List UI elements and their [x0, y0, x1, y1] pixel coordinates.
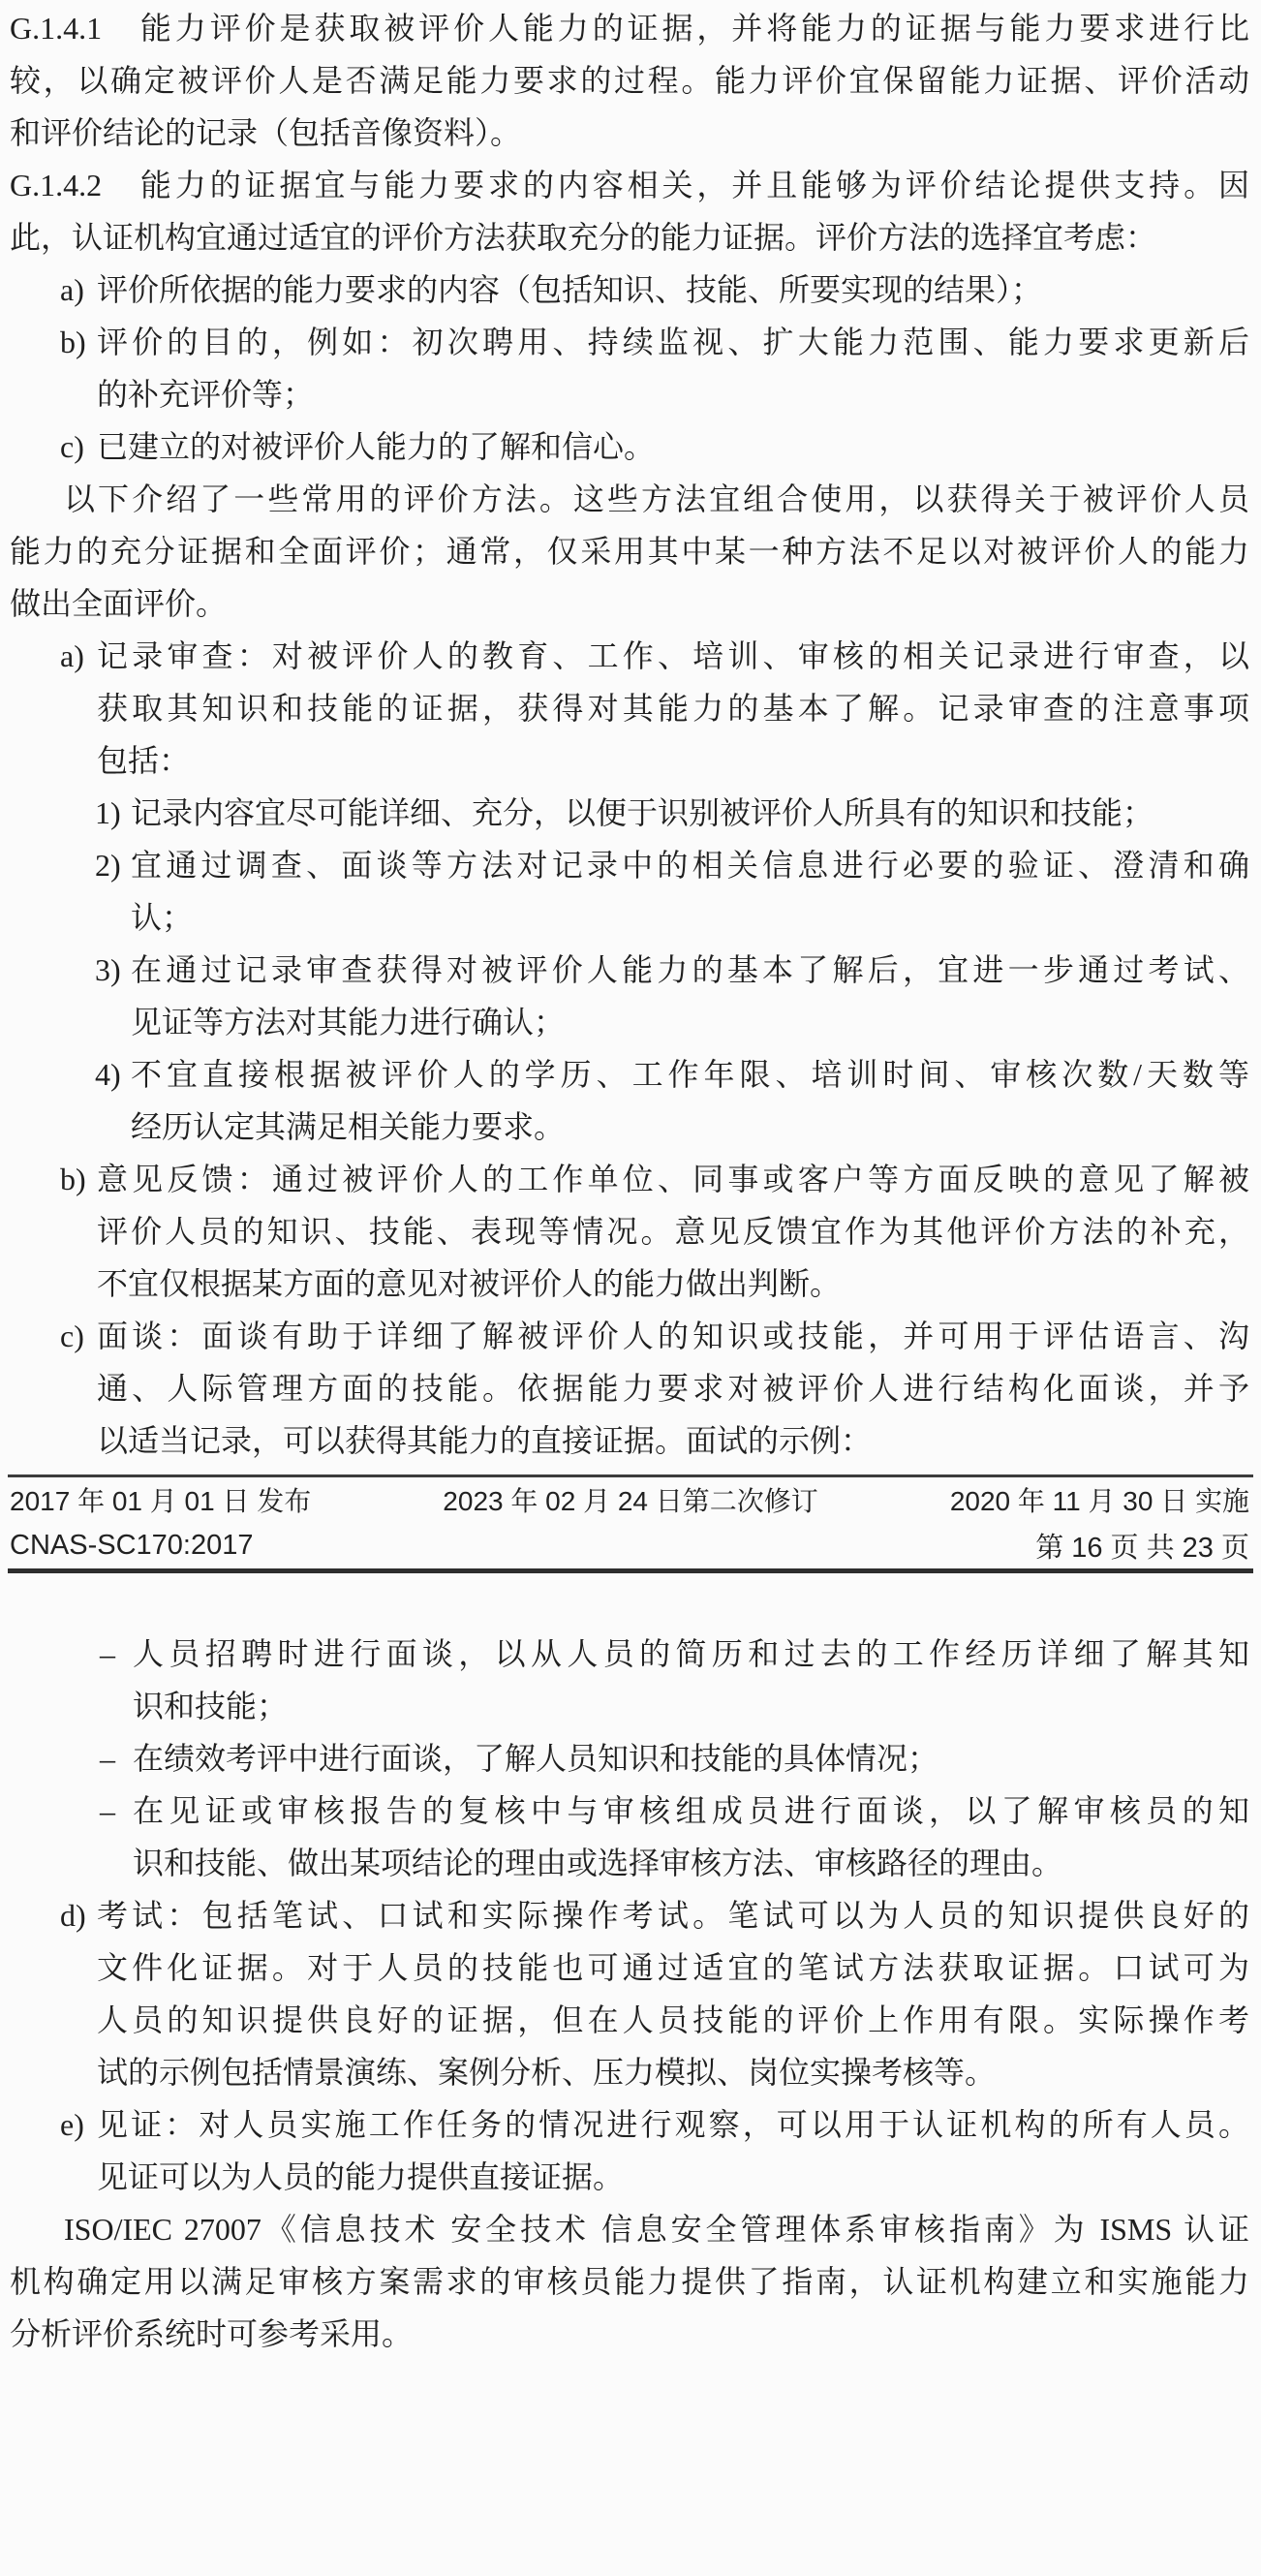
list-item	[10, 1732, 1249, 1785]
list-item	[10, 1889, 1249, 2098]
text-line: 能力的充分证据和全面评价；通常，仅采用其中某一种方法不足以对被评价人的能力	[10, 534, 1249, 569]
text-line: 经历认定其满足相关能力要求。	[131, 1109, 566, 1144]
text-line: ISO/IEC 27007《信息技术 安全技术 信息安全管理体系审核指南》为 ISMS 认证	[64, 2212, 1249, 2247]
list-item	[10, 1785, 1249, 1889]
paragraph	[10, 473, 1249, 630]
list-marker: b)	[60, 1162, 86, 1196]
text-line: 认；	[131, 900, 194, 935]
list-marker: –	[100, 1636, 115, 1671]
text-line: 识和技能、做出某项结论的理由或选择审核方法、审核路径的理由。	[133, 1846, 1063, 1880]
implement-date: 2020 年 11 月 30 日 实施	[949, 1486, 1249, 1516]
text-line: 考试：包括笔试、口试和实际操作考试。笔试可以为人员的知识提供良好的	[97, 1898, 1249, 1933]
text-line: 机构确定用以满足审核方案需求的审核员能力提供了指南，认证机构建立和实施能力	[10, 2264, 1249, 2299]
text-line: 分析评价系统时可参考采用。	[10, 2316, 414, 2351]
text-line: 识和技能；	[133, 1689, 289, 1723]
paragraph	[10, 159, 1249, 264]
text-line: 记录内容宜尽可能详细、充分，以便于识别被评价人所具有的知识和技能；	[131, 795, 1154, 830]
list-marker: a)	[60, 638, 84, 673]
list-item	[10, 2098, 1249, 2203]
text-line: 此，认证机构宜通过适宜的评价方法获取充分的能力证据。评价方法的选择宜考虑：	[10, 220, 1157, 255]
text-line: 文件化证据。对于人员的技能也可通过适宜的笔试方法获取证据。口试可为	[97, 1950, 1249, 1985]
text-line: 以适当记录，可以获得其能力的直接证据。面试的示例：	[97, 1423, 873, 1458]
text-line: 在见证或审核报告的复核中与审核组成员进行面谈，以了解审核员的知	[133, 1793, 1249, 1828]
text-line: 评价所依据的能力要求的内容（包括知识、技能、所要实现的结果）；	[97, 272, 1043, 307]
page-number: 第 16 页 共 23 页	[1035, 1532, 1249, 1564]
text-line: 和评价结论的记录（包括音像资料）。	[10, 115, 522, 150]
list-marker: –	[100, 1741, 115, 1776]
text-line: 见证等方法对其能力进行确认；	[131, 1005, 566, 1040]
list-marker: 1)	[95, 795, 121, 830]
text-line: 在绩效考评中进行面谈，了解人员知识和技能的具体情况；	[133, 1741, 939, 1776]
list-marker: 2)	[95, 848, 121, 883]
list-marker: 4)	[95, 1057, 121, 1092]
text-line: 已建立的对被评价人能力的了解和信心。	[97, 429, 656, 464]
list-marker: d)	[60, 1898, 86, 1933]
text-line: 人员招聘时进行面谈，以从人员的简历和过去的工作经历详细了解其知	[133, 1636, 1249, 1671]
text-line: 不宜直接根据被评价人的学历、工作年限、培训时间、审核次数/天数等	[131, 1057, 1249, 1092]
text-line: 在通过记录审查获得对被评价人能力的基本了解后，宜进一步通过考试、	[131, 952, 1249, 987]
list-marker: c)	[60, 1319, 84, 1353]
text-line: 记录审查：对被评价人的教育、工作、培训、审核的相关记录进行审查，以	[97, 638, 1249, 673]
text-line: 意见反馈：通过被评价人的工作单位、同事或客户等方面反映的意见了解被	[97, 1162, 1249, 1196]
text-line: G.1.4.2 能力的证据宜与能力要求的内容相关，并且能够为评价结论提供支持。因	[10, 168, 1249, 202]
list-marker: b)	[60, 325, 86, 359]
paragraph	[10, 2203, 1249, 2360]
list-item	[10, 1153, 1249, 1310]
list-item	[10, 630, 1249, 787]
text-line: 见证可以为人员的能力提供直接证据。	[97, 2159, 625, 2194]
text-line: 评价人员的知识、技能、表现等情况。意见反馈宜作为其他评价方法的补充，	[97, 1214, 1249, 1249]
text-line: 较，以确定被评价人是否满足能力要求的过程。能力评价宜保留能力证据、评价活动	[10, 63, 1249, 98]
text-line: 宜通过调查、面谈等方法对记录中的相关信息进行必要的验证、澄清和确	[131, 848, 1249, 883]
text-line: 包括：	[97, 743, 191, 778]
text-line: 做出全面评价。	[10, 586, 228, 621]
text-line: 的补充评价等；	[97, 377, 315, 412]
list-marker: c)	[60, 429, 84, 464]
list-item	[10, 839, 1249, 944]
text-line: 评价的目的，例如：初次聘用、持续监视、扩大能力范围、能力要求更新后	[97, 325, 1249, 359]
text-line: 面谈：面谈有助于详细了解被评价人的知识或技能，并可用于评估语言、沟	[97, 1319, 1249, 1353]
list-item	[10, 1310, 1249, 1467]
document-code: CNAS-SC170:2017	[10, 1529, 254, 1561]
list-marker: –	[100, 1793, 115, 1828]
page2-body	[0, 1573, 1261, 2360]
issue-date: 2017 年 01 月 01 日 发布	[10, 1486, 312, 1516]
list-item	[10, 1628, 1249, 1732]
list-marker: 3)	[95, 952, 121, 987]
text-line: 获取其知识和技能的证据，获得对其能力的基本了解。记录审查的注意事项	[97, 691, 1249, 726]
text-line: 通、人际管理方面的技能。依据能力要求对被评价人进行结构化面谈，并予	[97, 1371, 1249, 1406]
list-item	[10, 316, 1249, 420]
page-header-row	[0, 1522, 1261, 1568]
text-line: 以下介绍了一些常用的评价方法。这些方法宜组合使用，以获得关于被评价人员	[64, 481, 1249, 516]
list-item	[10, 944, 1249, 1048]
text-line: 人员的知识提供良好的证据，但在人员技能的评价上作用有限。实际操作考	[97, 2002, 1249, 2037]
paragraph	[10, 2, 1249, 159]
revision-note: 2023 年 02 月 24 日第二次修订	[443, 1486, 818, 1516]
list-item	[10, 420, 1249, 473]
list-item	[10, 787, 1249, 839]
list-marker: e)	[60, 2107, 84, 2142]
text-line: G.1.4.1 能力评价是获取被评价人能力的证据，并将能力的证据与能力要求进行比	[10, 11, 1249, 46]
list-item	[10, 1048, 1249, 1153]
text-line: 试的示例包括情景演练、案例分析、压力模拟、岗位实操考核等。	[97, 2055, 997, 2090]
text-line: 不宜仅根据某方面的意见对被评价人的能力做出判断。	[97, 1266, 842, 1301]
list-item	[10, 264, 1249, 316]
text-line: 见证：对人员实施工作任务的情况进行观察，可以用于认证机构的所有人员。	[97, 2107, 1249, 2142]
list-marker: a)	[60, 272, 84, 307]
footer-dates-row	[0, 1477, 1261, 1522]
